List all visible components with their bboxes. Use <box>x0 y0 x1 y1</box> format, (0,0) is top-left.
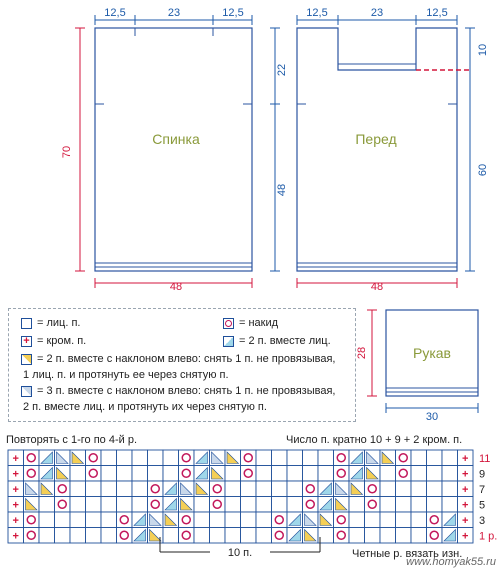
chart-cell <box>349 528 365 544</box>
back-dim-right: 12,5 <box>222 7 244 19</box>
legend-box <box>8 308 356 422</box>
chart-cell <box>303 497 319 513</box>
chart-cell <box>132 497 148 513</box>
chart-cell <box>24 512 40 528</box>
chart-cell <box>396 512 412 528</box>
chart-cell <box>396 481 412 497</box>
chart-cell <box>210 528 226 544</box>
chart-cell <box>194 512 210 528</box>
chart-cell <box>132 481 148 497</box>
chart-cell <box>225 512 241 528</box>
legend-knit: = лиц. п. <box>37 317 81 329</box>
row-number: 11 <box>479 452 491 465</box>
body-height-label: 48 <box>276 183 288 197</box>
knit-symbol-icon <box>21 318 32 329</box>
edge-plus-icon: + <box>12 499 19 512</box>
chart-cell <box>101 512 117 528</box>
back-width-label: 48 <box>169 281 183 293</box>
chart-cell <box>334 450 350 466</box>
chart-cell <box>427 497 443 513</box>
chart-cell <box>411 481 427 497</box>
chart-cell <box>411 450 427 466</box>
chart-cell <box>225 528 241 544</box>
chart-cell <box>256 466 272 482</box>
chart-cell <box>225 497 241 513</box>
chart-cell <box>194 497 210 513</box>
chart-cell <box>256 450 272 466</box>
chart-cell <box>70 512 86 528</box>
stitch-count-caption: Число п. кратно 10 + 9 + 2 кром. п. <box>286 434 463 446</box>
chart-cell <box>70 528 86 544</box>
chart-cell <box>442 481 458 497</box>
chart-cell <box>427 481 443 497</box>
chart-cell <box>163 528 179 544</box>
chart-cell <box>101 528 117 544</box>
chart-cell <box>349 512 365 528</box>
k2tog-icon <box>223 336 234 347</box>
chart-cell <box>179 466 195 482</box>
chart-cell <box>148 481 164 497</box>
row-number: 9 <box>479 468 486 481</box>
chart-cell <box>117 466 133 482</box>
front-title: Перед <box>355 131 397 147</box>
edge-plus-icon: + <box>462 514 469 527</box>
chart-cell <box>256 512 272 528</box>
armhole-height-label: 22 <box>276 63 288 77</box>
chart-cell <box>179 512 195 528</box>
chart-cell <box>179 528 195 544</box>
back-title: Спинка <box>152 131 200 147</box>
chart-cell <box>101 466 117 482</box>
legend-edge: = кром. п. <box>37 335 87 347</box>
front-dim-right: 12,5 <box>426 7 448 19</box>
chart-cell <box>86 466 102 482</box>
chart-cell <box>241 497 257 513</box>
edge-plus-icon: + <box>12 530 19 543</box>
chart-cell <box>148 466 164 482</box>
front-dim-left: 12,5 <box>306 7 328 19</box>
chart-cell <box>241 450 257 466</box>
chart-cell <box>303 481 319 497</box>
chart-cell <box>287 450 303 466</box>
watermark: www.homyak55.ru <box>406 556 496 568</box>
back-height-dim <box>75 28 85 271</box>
legend-skp-line2: 1 лиц. п. и протянуть ее через снятую п. <box>23 369 229 381</box>
chart-cell <box>442 466 458 482</box>
edge-plus-icon: + <box>12 468 19 481</box>
legend-sk3-line2: 2 п. вместе лиц. и протянуть их через снятую п. <box>23 401 267 413</box>
chart-cell <box>396 497 412 513</box>
front-right-dims <box>465 28 475 271</box>
chart-cell <box>272 497 288 513</box>
chart-cell <box>365 512 381 528</box>
chart-cell <box>210 497 226 513</box>
chart-cell <box>442 497 458 513</box>
chart-cell <box>179 450 195 466</box>
edge-plus-icon: + <box>462 452 469 465</box>
chart-cell <box>334 528 350 544</box>
chart-cell <box>194 528 210 544</box>
chart-cell <box>365 481 381 497</box>
back-dim-left: 12,5 <box>104 7 126 19</box>
chart-cell <box>101 497 117 513</box>
even-rows-caption: Четные р. вязать изн. <box>352 548 463 560</box>
chart-cell <box>272 450 288 466</box>
chart-cell <box>86 450 102 466</box>
chart-cell <box>272 512 288 528</box>
repeat-rows-caption: Повторять с 1-го по 4-й р. <box>6 434 138 446</box>
chart-cell <box>210 512 226 528</box>
chart-cell <box>117 528 133 544</box>
back-height-label: 70 <box>61 145 73 159</box>
chart-cell <box>411 497 427 513</box>
chart-cell <box>318 466 334 482</box>
legend-skp-line1: = 2 п. вместе с наклоном влево: снять 1 п. не провязывая, <box>37 353 336 365</box>
chart-cell <box>70 497 86 513</box>
chart-cell <box>272 528 288 544</box>
chart-cell <box>334 512 350 528</box>
legend-sk3-line1: = 3 п. вместе с наклоном влево: снять 1 п. не провязывая, <box>37 385 336 397</box>
chart-cell <box>411 528 427 544</box>
chart-cell <box>24 466 40 482</box>
chart-cell <box>132 450 148 466</box>
row-number: 1 р. <box>479 530 498 543</box>
chart-cell <box>86 528 102 544</box>
chart-cell <box>39 512 55 528</box>
chart-cell <box>86 481 102 497</box>
chart-cell <box>148 497 164 513</box>
chart-cell <box>411 512 427 528</box>
chart-cell <box>117 481 133 497</box>
chart-cell <box>70 481 86 497</box>
back-dim-center: 23 <box>167 7 181 19</box>
chart-cell <box>101 481 117 497</box>
back-piece <box>95 28 252 271</box>
chart-cell <box>287 481 303 497</box>
sleeve-piece <box>386 310 478 396</box>
front-dim-center: 23 <box>370 7 384 19</box>
chart-cell <box>411 466 427 482</box>
chart-cell <box>256 497 272 513</box>
sleeve-height-dim <box>367 310 377 396</box>
chart-cell <box>380 512 396 528</box>
yo-circle-icon <box>223 318 234 329</box>
sleeve-width-label: 30 <box>425 411 439 423</box>
chart-cell <box>225 481 241 497</box>
stitch-chart <box>8 450 497 543</box>
edge-plus-icon: + <box>462 483 469 496</box>
chart-cell <box>241 528 257 544</box>
chart-cell <box>117 512 133 528</box>
chart-cell <box>70 466 86 482</box>
chart-cell <box>117 497 133 513</box>
chart-cell <box>39 497 55 513</box>
chart-cell <box>442 450 458 466</box>
front-width-label: 48 <box>370 281 384 293</box>
row-number: 7 <box>479 483 486 496</box>
sleeve-height-label: 28 <box>356 346 368 360</box>
chart-cell <box>241 512 257 528</box>
edge-plus-icon: + <box>12 452 19 465</box>
chart-cell <box>380 466 396 482</box>
edge-plus-icon: + <box>12 483 19 496</box>
chart-cell <box>55 528 71 544</box>
sk3-icon <box>21 386 32 397</box>
chart-cell <box>256 481 272 497</box>
chart-cell <box>380 497 396 513</box>
chart-cell <box>380 481 396 497</box>
front-piece <box>297 28 470 271</box>
chart-cell <box>396 450 412 466</box>
chart-cell <box>427 450 443 466</box>
chart-cell <box>24 450 40 466</box>
row-number: 5 <box>479 499 486 512</box>
chart-cell <box>303 466 319 482</box>
skp-icon <box>21 354 32 365</box>
front-height-label: 60 <box>477 163 489 177</box>
legend-k2tog: = 2 п. вместе лиц. <box>239 335 331 347</box>
chart-cell <box>272 466 288 482</box>
chart-cell <box>86 512 102 528</box>
edge-plus-icon: + <box>12 514 19 527</box>
chart-cell <box>396 528 412 544</box>
chart-cell <box>427 528 443 544</box>
chart-cell <box>380 528 396 544</box>
chart-cell <box>148 450 164 466</box>
chart-cell <box>39 528 55 544</box>
chart-cell <box>396 466 412 482</box>
chart-cell <box>55 497 71 513</box>
chart-cell <box>86 497 102 513</box>
edge-plus-icon: + <box>462 468 469 481</box>
chart-cell <box>55 481 71 497</box>
chart-cell <box>163 450 179 466</box>
chart-cell <box>287 497 303 513</box>
edge-plus-icon: + <box>462 499 469 512</box>
chart-cell <box>256 528 272 544</box>
chart-cell <box>365 528 381 544</box>
chart-cell <box>117 450 133 466</box>
chart-cell <box>287 466 303 482</box>
legend-yo: = накид <box>239 317 279 329</box>
repeat-label: 10 п. <box>227 547 253 559</box>
edge-plus-icon: + <box>21 336 32 347</box>
chart-cell <box>349 497 365 513</box>
chart-cell <box>225 466 241 482</box>
chart-cell <box>163 466 179 482</box>
chart-cell <box>427 512 443 528</box>
neck-depth-label: 10 <box>477 43 489 57</box>
edge-plus-icon: + <box>462 530 469 543</box>
chart-cell <box>132 466 148 482</box>
chart-cell <box>272 481 288 497</box>
chart-cell <box>241 466 257 482</box>
chart-cell <box>318 450 334 466</box>
row-number: 3 <box>479 514 486 527</box>
chart-cell <box>101 450 117 466</box>
back-outline <box>95 28 252 271</box>
sleeve-title: Рукав <box>413 345 451 361</box>
chart-cell <box>24 528 40 544</box>
chart-cell <box>55 512 71 528</box>
chart-cell <box>241 481 257 497</box>
chart-cell <box>427 466 443 482</box>
chart-cell <box>210 481 226 497</box>
chart-cell <box>303 450 319 466</box>
chart-cell <box>365 497 381 513</box>
chart-cell <box>334 466 350 482</box>
